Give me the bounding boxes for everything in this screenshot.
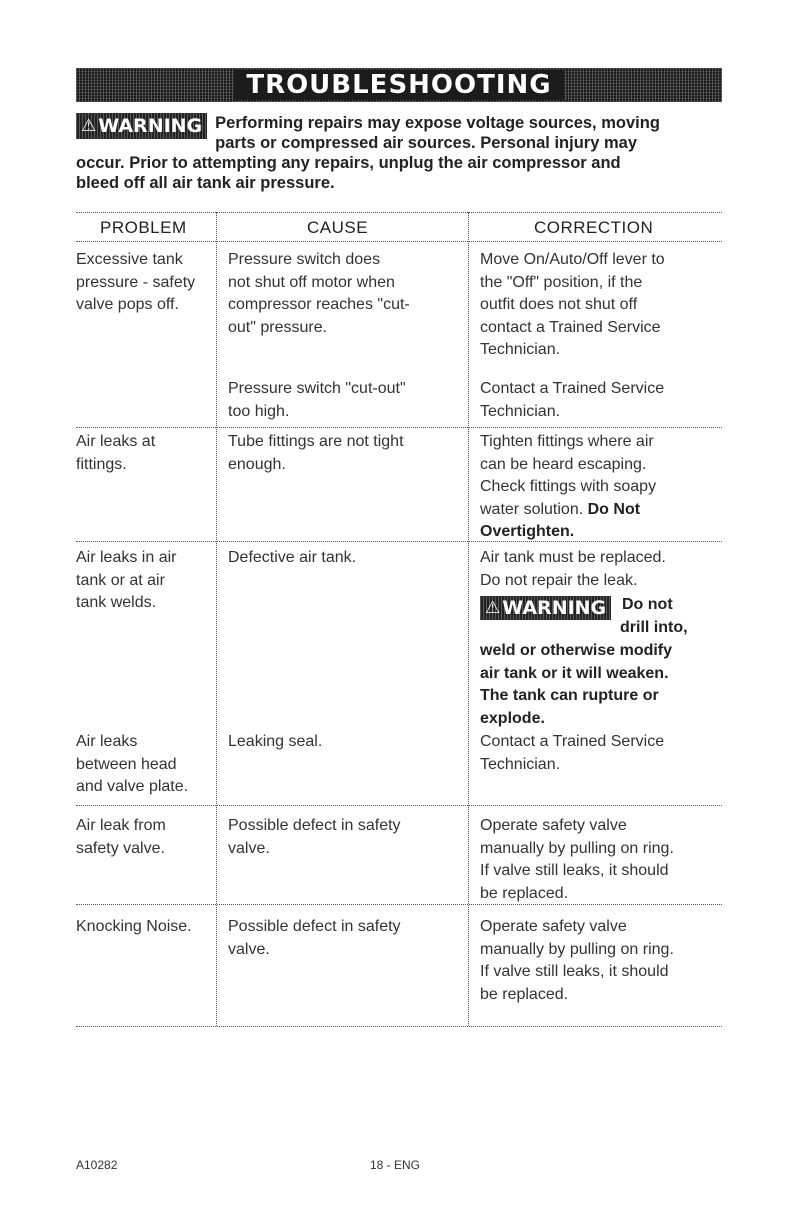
warning-badge-label: WARNING (98, 115, 203, 137)
cause-cell: Pressure switch does not shut off motor when compressor reaches "cut- out" pressure. (228, 251, 410, 336)
overtighten-bold: Overtighten. (480, 523, 575, 541)
correction-cell: Contact a Trained Service Technician. (480, 733, 665, 773)
correction-cell: Move On/Auto/Off lever to the "Off" position, if the outfit does not shut off contact a Trained Service Technician. (480, 251, 665, 359)
cause-cell: Leaking seal. (228, 733, 323, 750)
problem-cell: Air leaks at fittings. (76, 433, 156, 473)
correction-cell: Air tank must be replaced. Do not repair the leak. (480, 549, 666, 589)
cause-cell: Tube fittings are not tight enough. (228, 433, 404, 473)
column-divider (468, 212, 469, 1026)
correction-cell: Operate safety valve manually by pulling on ring. If valve still leaks, it should be replaced. (480, 817, 674, 902)
problem-cell: Excessive tank pressure - safety valve pops off. (76, 251, 196, 314)
problem-cell: Air leak from safety valve. (76, 817, 166, 857)
warning-badge-label: WARNING (502, 597, 607, 619)
warning-text: weld or otherwise modify air tank or it will weaken. The tank can rupture or explode. (480, 642, 673, 727)
cause-cell: Possible defect in safety valve. (228, 918, 401, 958)
problem-cell: Knocking Noise. (76, 918, 192, 935)
intro-warning (76, 113, 718, 193)
cause-cell: Pressure switch "cut-out" too high. (228, 380, 406, 420)
table-top-rule (76, 212, 722, 213)
doc-code: A10282 (76, 1158, 118, 1172)
title-banner (76, 68, 722, 102)
problem-cell: Air leaks in air tank or at air tank welds. (76, 549, 177, 612)
header-rule (76, 241, 722, 242)
warning-triangle-icon: ⚠ (485, 597, 501, 618)
page-number: 18 - ENG (370, 1158, 421, 1172)
cause-cell: Defective air tank. (228, 549, 357, 566)
problem-cell: Air leaks between head and valve plate. (76, 733, 189, 796)
row-divider (76, 805, 722, 806)
page-title: TROUBLESHOOTING (234, 70, 563, 100)
intro-line: bleed off all air tank air pressure. (76, 174, 335, 192)
intro-line: Performing repairs may expose voltage sources, moving (215, 114, 660, 132)
tank-warning-badge-wrap (480, 596, 611, 620)
table-bottom-rule (76, 1026, 722, 1027)
warning-text: Do not drill into, (620, 596, 688, 636)
correction-cell: Contact a Trained Service Technician. (480, 380, 665, 420)
correction-cell: Tighten fittings where air can be heard escaping. Check fittings with soapy water solution. Do Not Overtighten. (480, 433, 657, 541)
do-not-bold: Do Not (587, 500, 641, 518)
intro-line: parts or compressed air sources. Personal injury may (215, 134, 638, 152)
header-cause: CAUSE (307, 218, 369, 237)
header-problem: PROBLEM (100, 218, 187, 237)
warning-badge (76, 113, 207, 139)
column-divider (216, 212, 217, 1026)
warning-triangle-icon: ⚠ (81, 115, 97, 136)
correction-cell: Operate safety valve manually by pulling on ring. If valve still leaks, it should be replaced. (480, 918, 674, 1003)
cause-cell: Possible defect in safety valve. (228, 817, 401, 857)
header-correction: CORRECTION (534, 218, 654, 237)
intro-line: occur. Prior to attempting any repairs, unplug the air compressor and (76, 154, 621, 172)
warning-badge (480, 596, 611, 620)
row-divider (76, 427, 722, 428)
